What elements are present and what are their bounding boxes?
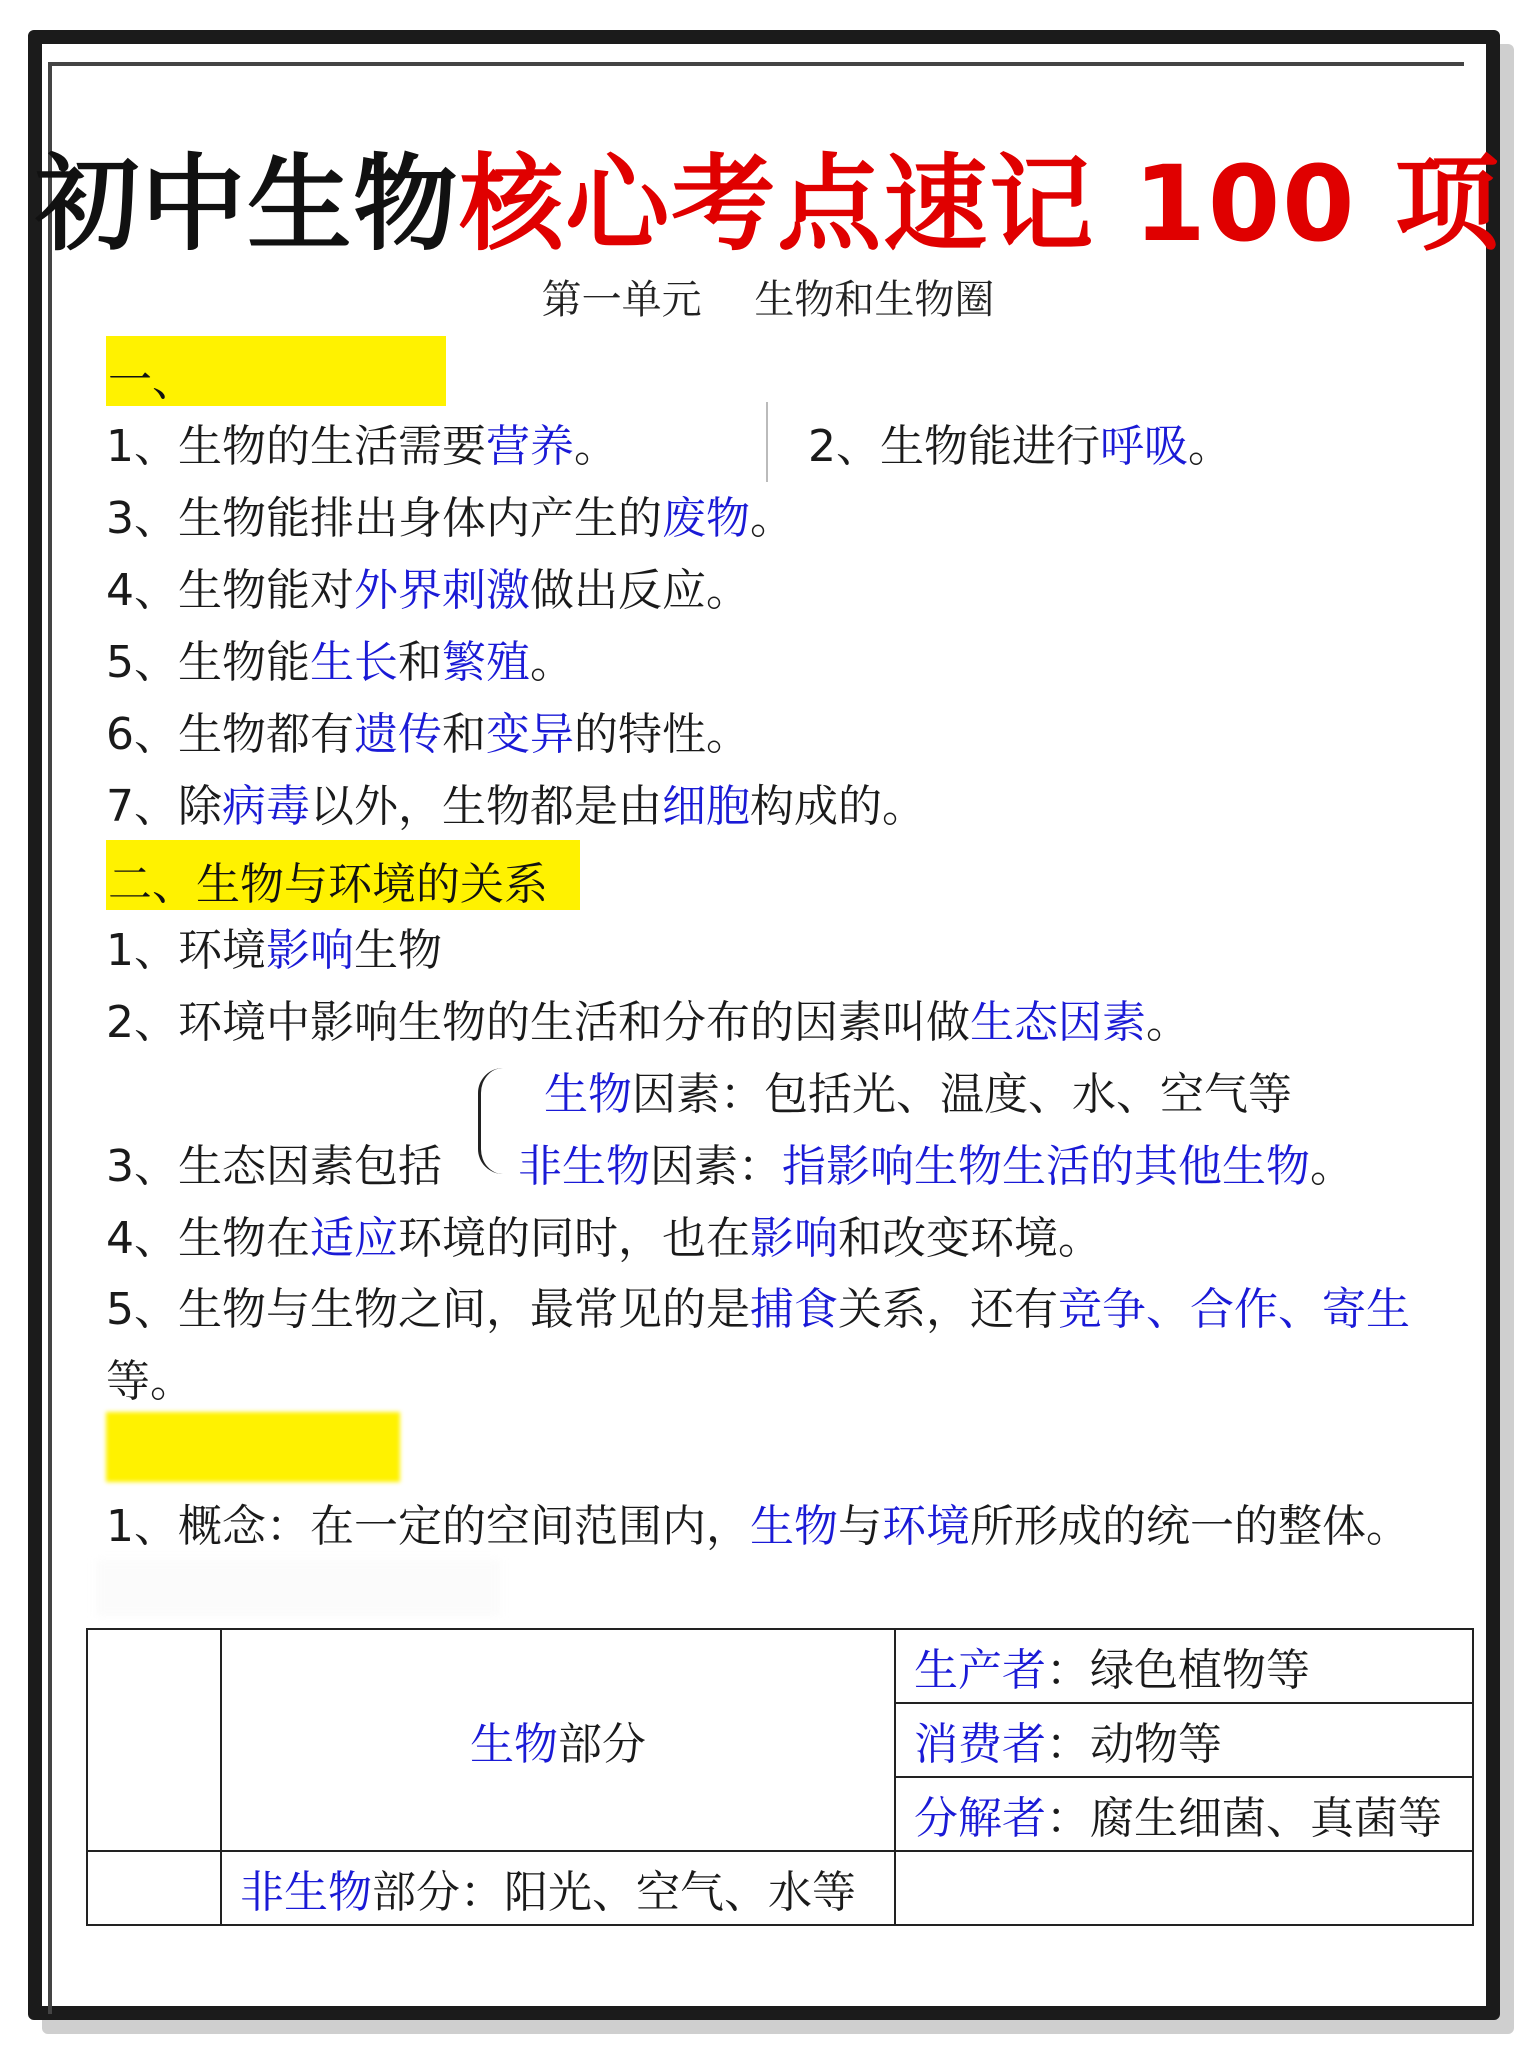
list-item: 5、生物能生长和繁殖。 (106, 637, 574, 688)
list-item: 2、生物能进行呼吸。 (808, 421, 1232, 472)
title-part-black: 初中生物 (35, 143, 460, 265)
list-item: 1、概念：在一定的空间范围内，生物与环境所形成的统一的整体。 (106, 1501, 1410, 1552)
abiotic-part-cell: 非生物部分：阳光、空气、水等 (221, 1851, 895, 1925)
decomposer-cell: 分解者：腐生细菌、真菌等 (895, 1777, 1473, 1851)
table-empty-cell (895, 1851, 1473, 1925)
section3-heading-highlight (106, 1412, 400, 1482)
section1-heading: 一、 (108, 355, 196, 406)
column-divider (766, 402, 768, 482)
producer-cell: 生产者：绿色植物等 (895, 1629, 1473, 1703)
section2-heading: 二、生物与环境的关系 (108, 859, 548, 910)
unit-title: 第一单元 生物和生物圈 (541, 277, 995, 323)
ecosystem-table (86, 1628, 1474, 1926)
table-blank-cell (87, 1629, 221, 1851)
list-item: 1、环境影响生物 (106, 925, 442, 976)
consumer-cell: 消费者：动物等 (895, 1703, 1473, 1777)
table-blank-cell (87, 1851, 221, 1925)
brace-bracket (478, 1068, 503, 1174)
biotic-factor-line: 生物因素：包括光、温度、水、空气等 (544, 1069, 1292, 1120)
list-item: 3、生物能排出身体内产生的废物。 (106, 493, 794, 544)
list-item: 2、环境中影响生物的生活和分布的因素叫做生态因素。 (106, 997, 1190, 1048)
list-item: 1、生物的生活需要营养。 (106, 421, 618, 472)
biotic-part-cell: 生物部分 (221, 1629, 895, 1851)
page-title (0, 120, 1536, 270)
section1-heading-highlight (106, 336, 446, 406)
list-item: 4、生物能对外界刺激做出反应。 (106, 565, 750, 616)
list-item: 7、除病毒以外，生物都是由细胞构成的。 (106, 781, 926, 832)
list-item: 5、生物与生物之间，最常见的是捕食关系，还有竞争、合作、寄生等。 (106, 1284, 1410, 1407)
list-item: 4、生物在适应环境的同时，也在影响和改变环境。 (106, 1213, 1102, 1264)
ecological-factors-label: 3、生态因素包括 (106, 1141, 442, 1192)
section2-heading-highlight (106, 840, 580, 910)
title-part-red: 核心考点速记 100 项 (459, 143, 1501, 265)
list-item: 6、生物都有遗传和变异的特性。 (106, 709, 750, 760)
redacted-area (96, 1560, 500, 1616)
abiotic-factor-line: 非生物因素：指影响生物生活的其他生物。 (518, 1141, 1354, 1192)
